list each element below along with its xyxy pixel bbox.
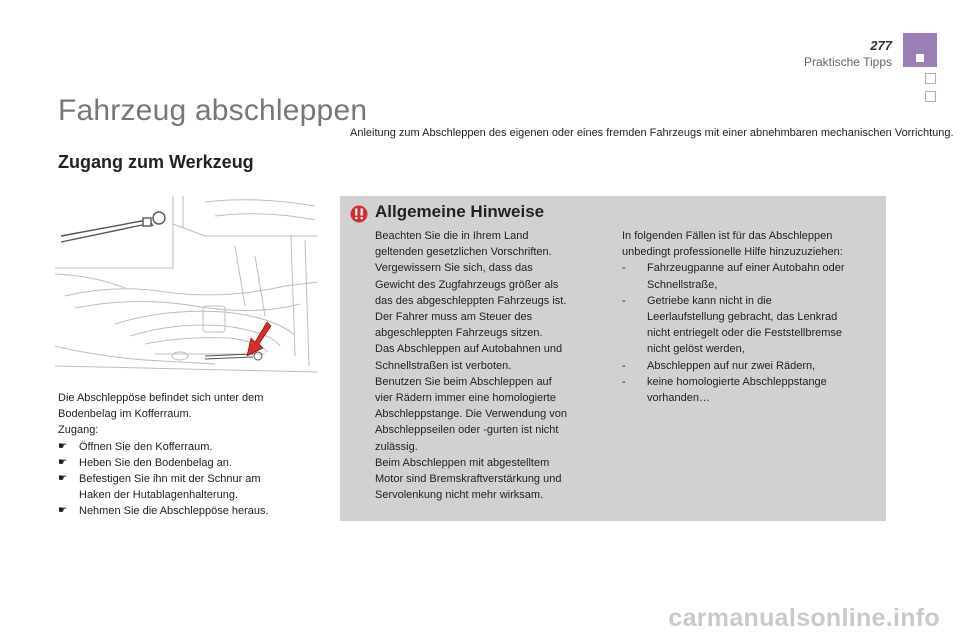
list-item: - Abschleppen auf nur zwei Rädern,	[622, 358, 878, 374]
access-label: Zugang:	[58, 424, 99, 437]
page-title: Fahrzeug abschleppen	[58, 94, 368, 127]
list-item: - keine homologierte Abschleppstange vorhanden…	[622, 375, 827, 405]
left-text-column	[58, 390, 328, 520]
watermark: carmanualsonline.info	[668, 604, 940, 632]
list-dash: -	[622, 375, 626, 388]
list-item: ☛ Befestigen Sie ihn mit der Schnur am Haken der Hutablagenhalterung.	[58, 473, 261, 502]
tab-marker	[916, 54, 924, 62]
list-dash: -	[622, 262, 626, 275]
page-subtitle: Anleitung zum Abschleppen des eigenen oder eines fremden Fahrzeugs mit einer abnehmbaren mechanischen Vorrichtung.	[350, 127, 954, 139]
warning-icon	[350, 205, 368, 223]
notice-heading: Allgemeine Hinweise	[375, 202, 545, 221]
page-number: 277	[870, 38, 892, 53]
notice-column-right: In folgenden Fällen ist für das Abschleppen unbedingt professionelle Hilfe hinzuzuziehen: - Fahrzeugpanne auf einer Autobahn oder Schnellstraße, - Getriebe kann nicht in die Leerlaufstellung gebracht, das Lenkrad nicht entriegelt oder die Feststellbremse nicht gelöst werden, - Abschleppen auf nur zwei Rädern, - keine homologierte Abschleppstange vorhanden…	[622, 228, 878, 406]
chapter-tab[interactable]	[925, 91, 936, 102]
hand-pointer-icon: ☛	[58, 440, 67, 452]
list-item: - Fahrzeugpanne auf einer Autobahn oder Schnellstraße,	[622, 262, 845, 291]
intro-line: Die Abschleppöse befindet sich unter dem	[58, 392, 264, 404]
section-name: Praktische Tipps	[803, 55, 892, 69]
list-item: - Getriebe kann nicht in die Leerlaufstellung gebracht, das Lenkrad nicht entriegelt oder die Feststellbremse nicht gelöst werden,	[622, 294, 843, 356]
hand-pointer-icon: ☛	[58, 456, 67, 468]
trunk-tow-eye-illustration	[55, 196, 318, 376]
list-item: ☛ Heben Sie den Bodenbelag an.	[58, 455, 328, 471]
hand-pointer-icon: ☛	[58, 505, 67, 517]
chapter-tab-active[interactable]	[903, 33, 937, 67]
list-item: ☛ Öffnen Sie den Kofferraum.	[58, 439, 328, 455]
chapter-tab[interactable]	[925, 73, 936, 84]
intro-line: Bodenbelag im Kofferraum.	[58, 408, 192, 421]
list-dash: -	[622, 294, 626, 307]
list-dash: -	[622, 359, 626, 372]
notice-column-left: Beachten Sie die in Ihrem Land geltenden gesetzlichen Vorschriften. Vergewissern Sie sich, dass das Gewicht des Zugfahrzeugs größer als das des abgeschleppten Fahrzeugs ist. Der Fahrer muss am Steuer des abgeschleppten Fahrzeugs sitzen. Das Abschleppen auf Autobahnen und Schnellstraßen ist verboten. Benutzen Sie beim Abschleppen auf vier Rädern immer eine homologierte Abschleppstange. Die Verwendung von Abschleppseilen oder -gurten ist nicht zulässig. Beim Abschleppen mit abgestelltem Motor sind Bremskraftverstärkung und Servolenkung nicht mehr wirksam.	[375, 230, 568, 502]
section-heading: Zugang zum Werkzeug	[58, 152, 254, 172]
hand-pointer-icon: ☛	[58, 473, 67, 485]
list-item: ☛ Nehmen Sie die Abschleppöse heraus.	[58, 503, 328, 519]
